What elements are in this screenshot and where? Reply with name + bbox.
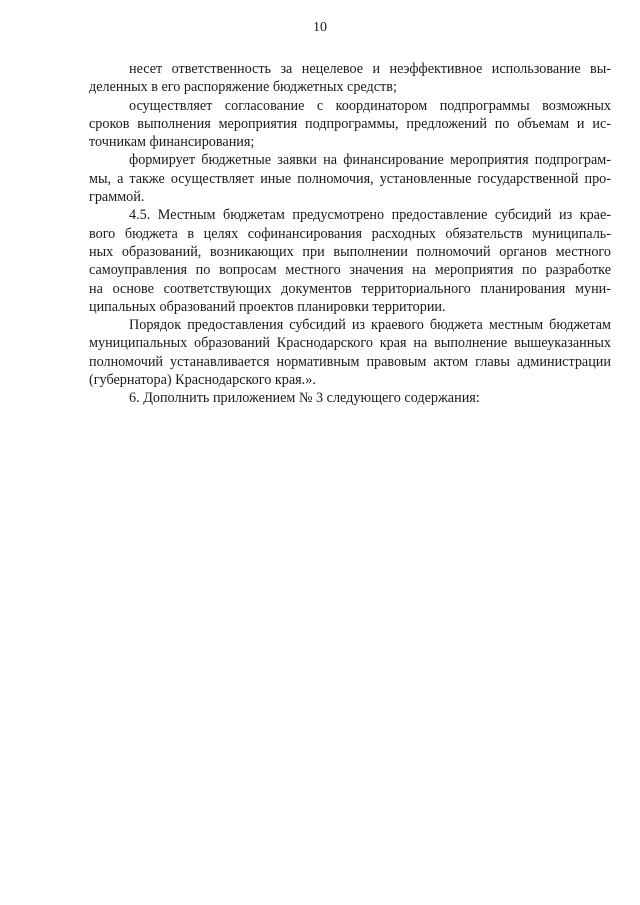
page-number: 10 <box>313 20 327 35</box>
text-line: несет ответственность за нецелевое и неэффективное использование вы- <box>129 61 611 77</box>
document-body <box>89 60 611 408</box>
text-line: на основе соответствующих документов территориального планирования муни- <box>89 280 611 297</box>
text-line: 4.5. Местным бюджетам предусмотрено предоставление субсидий из крае- <box>129 207 611 224</box>
text-line: самоуправления по вопросам местного значения на мероприятия по разработке <box>89 262 611 279</box>
text-line: граммой. <box>89 189 145 206</box>
text-line: муниципальных образований Краснодарского края на выполнение вышеуказанных <box>89 335 611 352</box>
text-line: (губернатора) Краснодарского края.». <box>89 372 316 389</box>
paragraph-coordination <box>89 97 611 152</box>
text-line: полномочий устанавливается нормативным правовым актом главы администрации <box>89 353 611 370</box>
text-line: сроков выполнения мероприятия подпрограммы, предложений по объемам и ис- <box>89 115 611 132</box>
paragraph-procedure <box>89 316 611 389</box>
text-line: деленных в его распоряжение бюджетных средств; <box>89 79 397 96</box>
paragraph-subsidies <box>89 206 611 316</box>
text-line: мы, а также осуществляет иные полномочия, установленные государственной про- <box>89 170 611 187</box>
paragraph-budget-requests <box>89 151 611 206</box>
text-line: 6. Дополнить приложением № 3 следующего содержания: <box>129 390 480 407</box>
text-line: ных образований, возникающих при выполнении полномочий органов местного <box>89 243 611 260</box>
text-line: осуществляет согласование с координатором подпрограммы возможных <box>129 97 611 114</box>
paragraph-amendment <box>89 389 611 407</box>
text-line: ципальных образований проектов планировки территории. <box>89 298 446 315</box>
paragraph-responsibility <box>89 60 611 97</box>
text-line: формирует бюджетные заявки на финансирование мероприятия подпрограм- <box>129 152 611 169</box>
text-line: вого бюджета в целях софинансирования расходных обязательств муниципаль- <box>89 225 611 242</box>
text-line: точникам финансирования; <box>89 134 255 151</box>
text-line: Порядок предоставления субсидий из краевого бюджета местным бюджетам <box>129 317 611 334</box>
